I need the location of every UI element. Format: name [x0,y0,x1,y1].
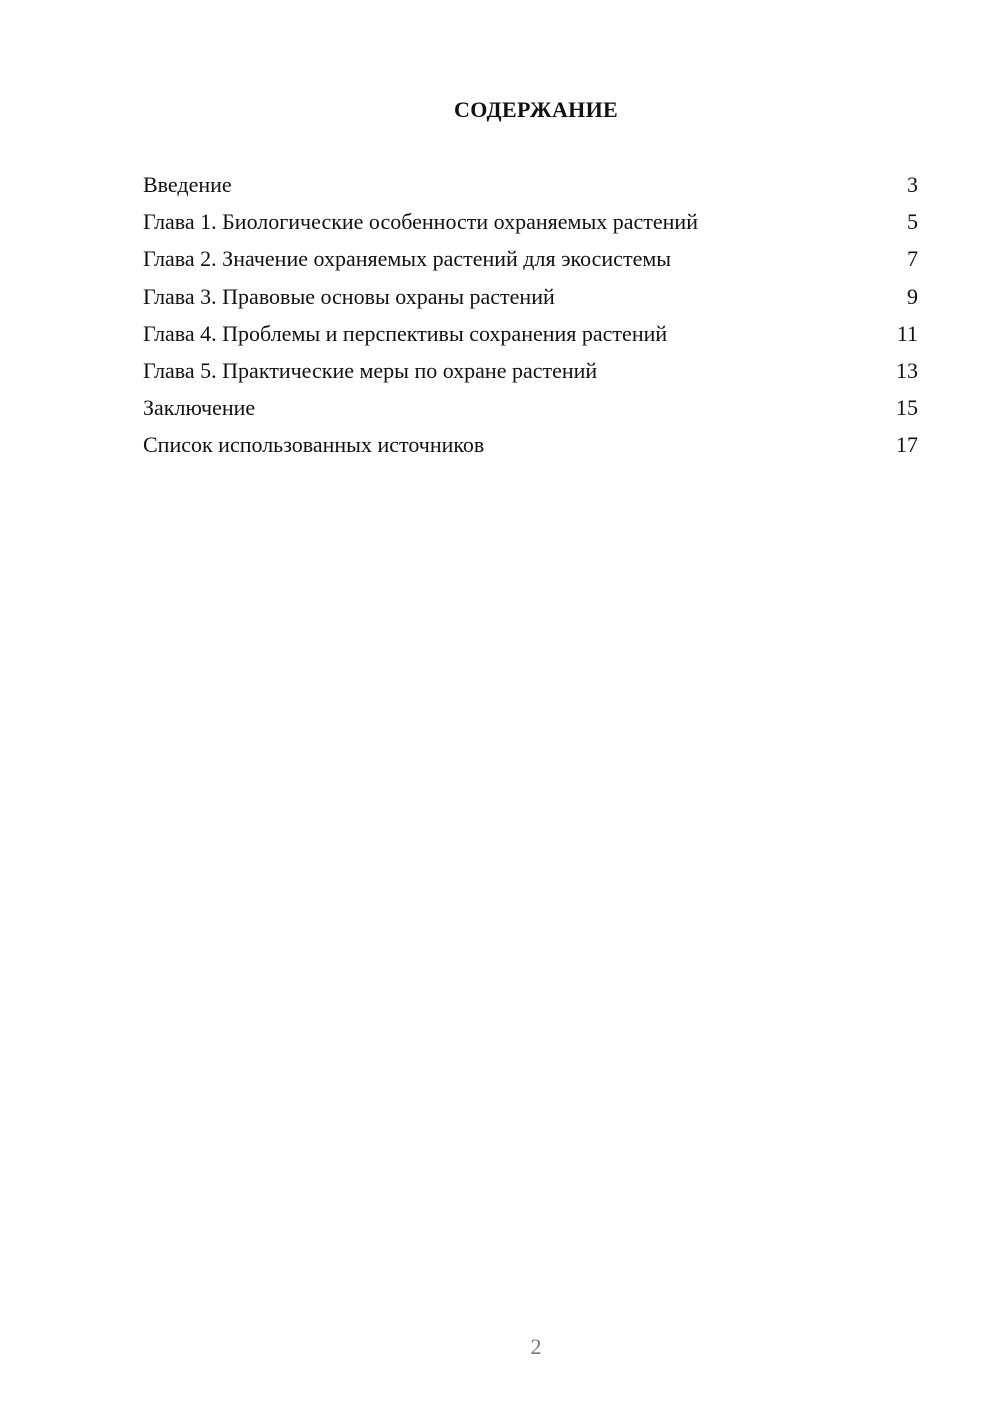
toc-entry-page-number: 13 [896,357,918,383]
page-title: СОДЕРЖАНИЕ [454,97,618,122]
toc-entry-chapter-1[interactable] [143,208,918,245]
toc-entry-chapter-3[interactable] [143,283,918,320]
toc-entry-introduction[interactable] [143,171,918,208]
toc-entry-page-number: 5 [907,209,918,235]
toc-entry-label: Введение [143,172,232,197]
page-number: 2 [530,1334,542,1359]
toc-entry-label: Заключение [143,395,256,421]
toc-entry-label: Глава 1. Биологические особенности охраняемых растений [143,209,698,235]
toc-entry-chapter-5[interactable] [143,357,918,394]
toc-entry-chapter-2[interactable] [143,245,918,282]
toc-entry-label: Глава 3. Правовые основы охраны растений [143,283,555,309]
toc-entry-page-number: 17 [896,432,918,458]
toc-entry-label: Глава 5. Практические меры по охране растений [143,357,598,383]
table-of-contents [143,171,918,469]
toc-entry-label: Список использованных источников [143,432,485,458]
toc-entry-label: Глава 4. Проблемы и перспективы сохранения растений [143,320,668,346]
toc-entry-references[interactable] [143,431,918,468]
toc-entry-page-number: 3 [907,172,918,197]
toc-entry-label: Глава 2. Значение охраняемых растений для экосистемы [143,246,672,272]
toc-entry-conclusion[interactable] [143,394,918,431]
toc-entry-page-number: 7 [907,246,918,272]
toc-entry-page-number: 11 [896,320,918,346]
toc-entry-chapter-4[interactable] [143,320,918,357]
toc-entry-page-number: 15 [896,395,918,421]
toc-entry-page-number: 9 [907,283,918,309]
